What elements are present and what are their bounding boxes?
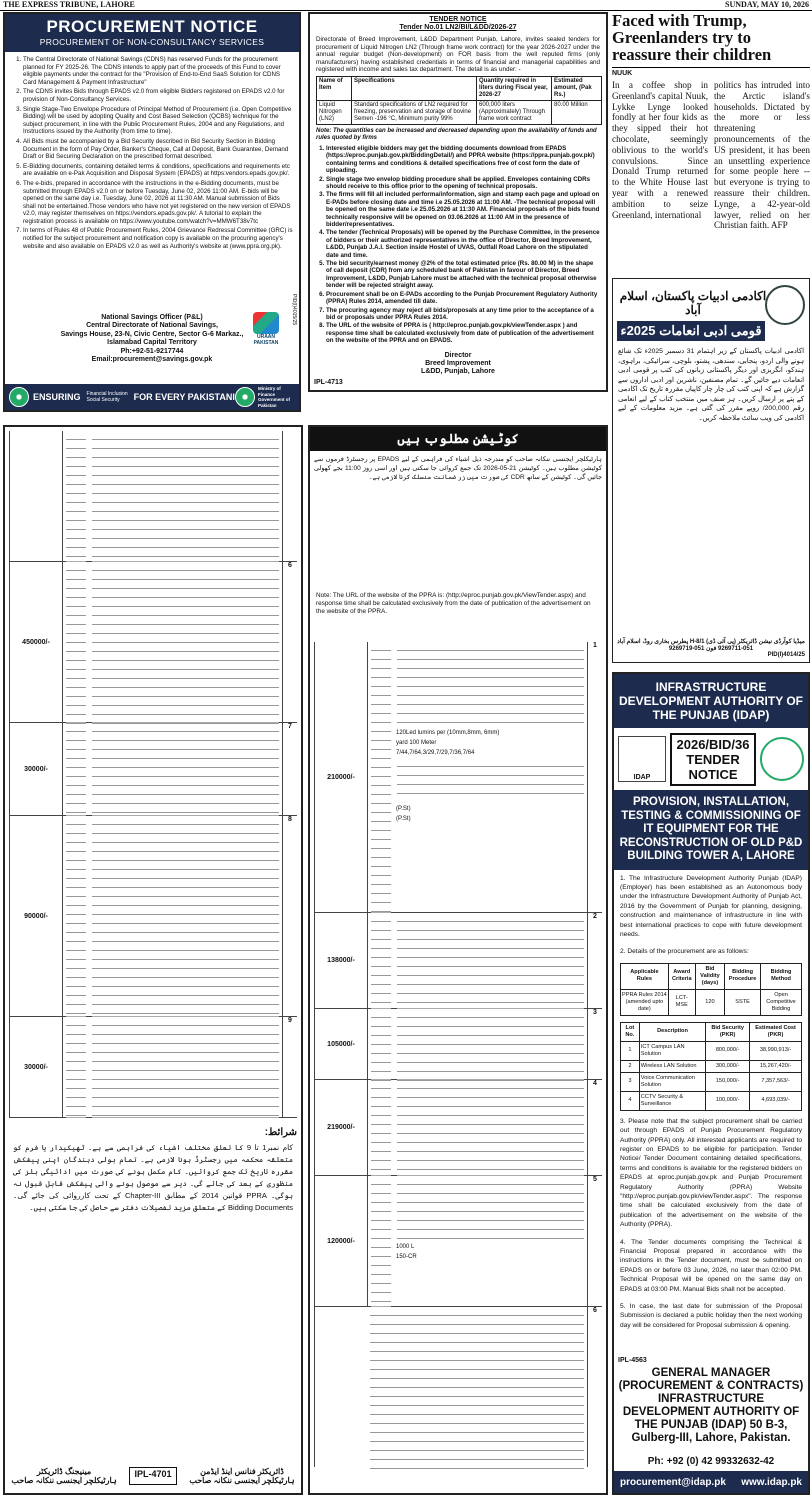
ad1-item: 7. In terms of Rules 48 of Public Procurement Rules, 2004 Grievance Redressal Committee (GRC) is notified for the subject procurement and notification copy is available on the procuring agency's website and also available on EPADS v2.0 as well as Authority's website at (www.ppra.org.pk). (23, 227, 293, 250)
uraan-icon (253, 312, 279, 334)
news-col-2: politics has intruded into the Arctic island's households. Dictated by the more or less threatening pronouncements of the US president, it has been an unsettling experience for some people here -- but everyone is trying to reassure their children. Lynge, a 42-year-old lawyer, relied on her Christian faith. AFP (714, 80, 810, 231)
th: Bidding Procedure (725, 963, 761, 989)
no-cell: 7 (282, 723, 297, 815)
ad1-footer (5, 384, 299, 410)
idap-rules-table (620, 963, 802, 1016)
sig-line: Savings House, 23-N, Civic Centre, Sector G-6 Markaz., (60, 330, 244, 338)
uraan-pakistan-logo (247, 312, 285, 352)
ad2-intro: Directorate of Breed Improvement, L&DD Department Punjab, Lahore, invites sealed tenders for procurement of Liquid Nitrogen LN2 (Through frame work contract) for the year 2026-2027 under the annual regular budget (Non-development) on FOR basis from the well reputed firms (only manufacturers) having established credentials in terms of financial and managerial capabilities and registered with income and sales tax department. The detail is as under: - (316, 36, 600, 74)
num: 3. (620, 1117, 629, 1125)
urdu1-banner: قومی ادبی انعامات 2025ء (617, 321, 765, 341)
desc-cell (89, 562, 282, 722)
masthead-right: SUNDAY, MAY 10, 2026 (725, 0, 809, 9)
idap-p2 (614, 943, 808, 960)
unit-cell (367, 1009, 394, 1079)
idap-p2-text: Details of the procurement are as follows: (627, 948, 749, 956)
num: 2. (620, 948, 628, 956)
conditions-text: کام نمبر1 تا 9 کا تعلق مختلف اشیاء کی فراہمی سے ہے۔ ٹھیکیدار یا فرم کو متعلقہ محکمہ میں رجسٹرڈ ہونا لازمی ہے۔ تمام بولی دہندگان اپنی پیشکش مقررہ تاریخ تک جمع کروائیں۔ کام مکمل ہونے کی صورت میں ادائیگی بلز کی منظوری کے بعد کی جائے گی۔ دیر سے موصول ہونے والی پیشکش قابل قبول نہ ہوگی۔ PPRA قوانین 2014 کے مطابق Chapter-III کے تحت کارروائی کی جائے گی۔ Bidding Documents کے متعلق مزید تفصیلات دفتر سے حاصل کی جا سکتی ہیں۔ (13, 1143, 294, 1212)
news-headline: Faced with Trump, Greenlanders try to reassure their children (612, 12, 772, 64)
num: 4. (620, 1238, 632, 1246)
td: SSTE (725, 989, 761, 1015)
td: Liquid Nitrogen (LN2) (317, 100, 352, 124)
idap-tender-ad (612, 672, 810, 1495)
idap-p3-text: Please note that the subject procurement shall be carried out through EPADS of Punjab Procurement Regulatory Authority (PPRA) only. All interested applicants are required to register on EPADS to be eligible for participation. Tender Notice/ Tender Document containing detailed specifications, terms and conditions is available for the registered bidders on EPADS at eproc.punjab.gov.pk and Punjab Procurement Regulatory Authority (PPRA) Website "http://eproc.punjab.gov.pk/viewTender.aspx". The response time shall be calculated exclusively from the date of publication of the advertisement on the website of the Authority (PPRA). (620, 1117, 802, 1229)
ad2-note: Note: The quantities can be increased and decreased depending upon the availability of funds and rules quoted by firms (316, 127, 597, 141)
grid-row (314, 1176, 602, 1307)
ad2-item: 2. Single stage two envelop bidding procedure shall be applied. Envelopes containing CDRs should receive to this office prior to the opening of technical proposals. (326, 176, 600, 191)
spec-text: 1000 L (396, 1244, 415, 1250)
ad1-pid: PID(I)4015/25 (291, 294, 297, 326)
td: PPRA Rules 2014 (amended upto date) (621, 989, 669, 1015)
unit-cell (367, 642, 394, 912)
td: Voice Communication Solution (639, 1072, 705, 1091)
uraan-label: URAAN PAKISTAN (253, 334, 279, 346)
ad2-signature (310, 352, 606, 376)
ad1-subtitle: PROCUREMENT OF NON-CONSULTANCY SERVICES (39, 37, 265, 47)
desc-cell (394, 1009, 587, 1079)
spec-text: 150-CR (396, 1254, 417, 1260)
td: CCTV Security & Surveillance (639, 1091, 705, 1110)
th: Lot No. (621, 1022, 640, 1041)
grid-row (9, 723, 297, 816)
ln2-tender-notice (308, 12, 608, 392)
newspaper-masthead (0, 0, 812, 10)
sig-right-title: ڈائریکٹر فنانس اینڈ ایڈمن (200, 1467, 284, 1476)
grid-row (9, 816, 297, 1017)
footer-small-1: Financial Inclusion (86, 391, 128, 397)
idap-contact-bar (614, 1471, 808, 1493)
td: 15,267,420/- (750, 1060, 802, 1072)
table-header-row (621, 1022, 802, 1041)
spec-text: 7/44,7/64,3/29,7/29,7/36,7/64 (396, 750, 475, 756)
table-row (621, 1041, 802, 1060)
table-row (621, 1072, 802, 1091)
ministry-label: Ministry of Finance Government of Pakistan (258, 386, 291, 408)
no-cell: 1 (587, 642, 602, 912)
grid-row (314, 1080, 602, 1176)
idap-logo-icon (618, 736, 666, 782)
td: 2 (621, 1060, 640, 1072)
unit-cell (367, 1176, 394, 1306)
th: Quantity required in liters during Fiscal year, 2026-27 (477, 76, 552, 100)
sig-left-title: مینیجنگ ڈائریکٹر (36, 1467, 92, 1476)
ad2-item: 3. The firms will fill all included performa/information, sign and stamp each page and upload on E-PADs before closing date and time i.e 25.05.2026 at 11:00 AM. -The technical proposal will be opened on the same date i.e 25.05.2026 at 11:30 AM. Financial proposals of the bids found technically responsive will be opened on 03.06.2026 at 11:00 AM in the presence of bidder/representatives. (326, 191, 600, 228)
sig-line: Ph:+92-51-9217744 (120, 347, 184, 355)
sig-right (189, 1467, 294, 1485)
sig-line: Email:procurement@savings.gov.pk (91, 356, 213, 364)
unit-cell (367, 913, 394, 1008)
idap-gm (614, 1354, 808, 1445)
desc-cell (89, 1017, 282, 1117)
table-row (621, 1091, 802, 1110)
government-crest-icon (235, 387, 255, 407)
unit-cell (62, 723, 89, 815)
no-cell: 9 (282, 1017, 297, 1117)
unit-cell (62, 431, 89, 561)
idap-tender-title: TENDER NOTICE (686, 751, 740, 782)
idap-p4 (614, 1234, 808, 1298)
punjab-crest-icon (760, 737, 804, 781)
horticulture-items-table-ad (3, 425, 303, 1495)
spec-text: (P.St) (396, 816, 411, 822)
ad1-item: 6. The e-bids, prepared in accordance with the instructions in the e-Bidding documents, must be submitted through EPADS v2.0 on or before Tuesday, June 02, 2026 11:00 AM. E-bids will be opened on the same day i.e. Tuesday, June 02, 2026 at 11:30 AM. Manual submission of Bids shall not be entertained.Those vendors who have not yet registered on the new version of EPADS v2.0, may register themselves on https://vendors.epads.gov.pk/. A tutorial to explain the registration process is available on https://www.youtube.com/watch?v=MMW6T38v7tc (23, 180, 293, 226)
sig-line: Director (444, 352, 472, 359)
no-cell: 8 (282, 816, 297, 1016)
desc-cell (367, 1307, 587, 1467)
td: 800,000/- (706, 1041, 750, 1060)
no-cell: 6 (587, 1307, 602, 1467)
ad2-ipl: IPL-4713 (314, 379, 343, 386)
footer-ensuring: ENSURING (33, 392, 81, 402)
urdu1-title: اکادمی ادبیات پاکستان، اسلام آباد (619, 289, 767, 317)
td: 150,000/- (706, 1072, 750, 1091)
unit-cell (62, 1017, 89, 1117)
amount-cell: 30000/- (9, 1017, 62, 1117)
unit-cell (367, 1080, 394, 1175)
amount-cell: 138000/- (314, 913, 367, 1008)
th: Specifications (352, 76, 477, 100)
items-grid (9, 431, 297, 1071)
sig-left-org: ہارٹیکلچر ایجنسی ننکانہ صاحب (11, 1476, 117, 1485)
ad1-items (5, 56, 299, 250)
footer-for-every: FOR EVERY PAKISTANI (133, 392, 235, 402)
desc-cell (394, 642, 587, 912)
desc-cell (89, 723, 282, 815)
ad2-item: 6. Procurement shall be on E-PADs according to the Punjab Procurement Regulatory Authority (PPRA) Rules 2014, amended till date. (326, 291, 600, 306)
ad1-item: 3. Single Stage-Two Envelope Procedure of Principal Method of Procurement (i.e. Open Competitive Bidding) will be used by adopting Quality and Cost Based Selection (QCBS) technique for the subject procurement, in line with the Public Procurement Rules, 2004 and any Regulations, and Instructions issued by the Authority (from time to time). (23, 106, 293, 136)
spec-text: (P.St) (396, 806, 411, 812)
quotations-title: کوٹیشن مطلوب ہیں (310, 427, 606, 451)
td: 300,000/- (706, 1060, 750, 1072)
national-savings-crest-icon (9, 387, 29, 407)
sig-line: Breed Improvement (425, 360, 491, 367)
td: Wireless LAN Solution (639, 1060, 705, 1072)
th: Description (639, 1022, 705, 1041)
academy-letters-ad (612, 278, 810, 663)
td: 3 (621, 1072, 640, 1091)
urdu1-footer-text: میڈیا کوآرڈی نیشن ڈائریکٹر (پی آئی ڈی) H-8/1 پطرس بخاری روڈ، اسلام آباد 051-9269711 فون 051-9269719 (617, 639, 805, 652)
num: 1. (620, 874, 629, 882)
ad2-item: 5. The bid security/earnest money @2% of the total estimated price (Rs. 80.00 M) in the shape of call deposit (CDR) from any scheduled bank of Pakistan in favour of Director, Breed Improvement, L&DD, Punjab Lahore must be attached with the technical proposal otherwise tender will be rejected straight away. (326, 260, 600, 290)
td: Open Competitive Bidding (761, 989, 802, 1015)
idap-p1 (614, 870, 808, 944)
no-cell: 3 (587, 1009, 602, 1079)
th: Name of Item (317, 76, 352, 100)
td: ICT Campus LAN Solution (639, 1041, 705, 1060)
conditions-title: شرائط: (264, 1127, 297, 1138)
ppra-note: Note: The URL of the website of the PPRA is: (http://eproc.punjab.gov.pk/ViewTender.aspx) and response time shall be calculated exclusively from the date of publication of the advertisement on the website of the PPRA. (316, 592, 591, 615)
th: Bidding Method (761, 963, 802, 989)
ad2-item: 1. Interested eligible bidders may get the bidding documents download from EPADS (https://eproc.punjab.gov.pk/BiddingDetail/) and PPRA website (https://ppra.punjab.gov.pk/) containing terms and conditions & detailed specifications free of cost form the date of uploading. (326, 145, 600, 175)
th: Estimated Cost (PKR) (750, 1022, 802, 1041)
idap-org: INFRASTRUCTURE DEVELOPMENT AUTHORITY OF THE PUNJAB (IDAP) (614, 674, 808, 728)
td: 80.00 Million (552, 100, 602, 124)
urdu2-ipl: IPL-4701 (129, 1467, 176, 1485)
ad2-header (310, 14, 606, 32)
amount-cell (9, 431, 62, 561)
ad2-items (310, 145, 606, 345)
table-header-row (317, 76, 602, 100)
idap-mid (614, 728, 808, 790)
idap-logo-text: IDAP (633, 774, 651, 781)
ad1-item: 2. The CDNS invites Bids through EPADS v2.0 from eligible Bidders registered on EPADS v2.0 for provision of Non-Consultancy Services. (23, 88, 293, 103)
th: Bid Validity (days) (695, 963, 724, 989)
grid-row (314, 1009, 602, 1080)
td: 100,000/- (706, 1091, 750, 1110)
news-col-1: In a coffee shop in Greenland's capital Nuuk, Lykke Lynge looked fondly at her four kids as they sipped their hot chocolate, seemingly oblivious to the world's convulsions. Since Donald Trump returned to the White House last year with a renewed ambition to seize Greenland, international (612, 80, 708, 220)
masthead-left: THE EXPRESS TRIBUNE, LAHORE (3, 0, 135, 9)
idap-gm-text: GENERAL MANAGER (PROCUREMENT & CONTRACTS) INFRASTRUCTURE DEVELOPMENT AUTHORITY OF THE PUNJAB (IDAP) 50 B-3, Gulberg-III, Lahore, Pakistan. (618, 1367, 804, 1444)
conditions-section (9, 1127, 297, 1447)
masthead-rule (0, 10, 812, 11)
greenland-news-story (612, 12, 810, 274)
td: LCT-MSE (668, 989, 695, 1015)
quotations-wanted-ad (308, 425, 608, 1495)
idap-p5-text: In case, the last date for submission of the Proposal Submission is declared a public holiday then the next working day will be considered for Proposal submission & opening. (620, 1303, 802, 1329)
table-header-row (621, 963, 802, 989)
idap-p1-text: The Infrastructure Development Authority Punjab (IDAP) (Employer) has been established as an Autonomous body under the Infrastructure Development Authority of Punjab Act, 2016 by the Government of Punjab for planning, designing, construction and maintenance of infrastructure in line with best international practices to cope with future development needs. (620, 874, 802, 938)
amount-cell: 219000/- (314, 1080, 367, 1175)
no-cell (282, 431, 297, 561)
grid-row (9, 431, 297, 562)
idap-p5 (614, 1298, 808, 1334)
sig-left (11, 1467, 116, 1485)
desc-cell (394, 1080, 587, 1175)
th: Estimated amount, (Pak Rs.) (552, 76, 602, 100)
ad1-item: 1. The Central Directorate of National Savings (CDNS) has reserved Funds for the procurement planned for FY 2025-26. The CDNS intends to apply part of the proceeds of this Fund to cover eligible payments under the contract for the "Provision of End-to-End SaaS Solution for CDNS Card Management & Payment Infrastructure" (23, 56, 293, 86)
sig-line: Islamabad Capital Territory (107, 339, 197, 347)
td: 4 (621, 1091, 640, 1110)
urdu2-signatures (5, 1467, 301, 1485)
num: 5. (620, 1303, 630, 1311)
td: 120 (695, 989, 724, 1015)
sig-right-org: ہارٹیکلچر ایجنسی ننکانہ صاحب (189, 1476, 295, 1485)
no-cell: 4 (587, 1080, 602, 1175)
grid-row (314, 642, 602, 913)
table-row (621, 1060, 802, 1072)
amount-cell: 30000/- (9, 723, 62, 815)
amount-cell: 120000/- (314, 1176, 367, 1306)
grid-row (314, 1307, 602, 1467)
td: 7,357,563/- (750, 1072, 802, 1091)
ad2-item: 8. The URL of the website of PPRA is ( http://eproc.punjab.gov.pk/viewTender.aspx ) and response time shall be calculated exclusively from date of publication of the advertisement on the website of the PPRA and on EPADS. (326, 322, 600, 344)
grid-row (314, 913, 602, 1009)
ad2-item: 4. The tender (Technical Proposals) will be opened by the Purchase Committee, in the presence of bidders or their authorized representatives in the office of Director, Breed Improvement, L&DD, Punjab J.A.I. Section inside Hostel of UVAS, Outfall Road Lahore on the stipulated date and time. (326, 229, 600, 259)
ln2-table (316, 76, 602, 125)
sig-line: National Savings Officer (P&L) (101, 314, 203, 321)
urdu1-pid: PID(I)4014/25 (767, 652, 805, 658)
table-row (621, 989, 802, 1015)
idap-subject: PROVISION, INSTALLATION, TESTING & COMMISSIONING OF IT EQUIPMENT FOR THE RECONSTRUCTION OF OLD P&D BUILDING TOWER A, LAHORE (614, 790, 808, 870)
amount-cell: 105000/- (314, 1009, 367, 1079)
spec-text: 120Led lumins per (10mm,8mm, 6mm) (396, 730, 500, 736)
ad1-item: 4. All Bids must be accompanied by a Bid Security described in Bid Security Section in Bidding Document in the form of Pay Order, Banker's Cheque, Call at Deposit, Bank Guarantee, Demand Draft or Bid Securing Declaration on the prescribed format described. (23, 138, 293, 161)
idap-p3 (614, 1113, 808, 1234)
idap-lots-table (620, 1022, 802, 1111)
th: Bid Security (PKR) (706, 1022, 750, 1041)
no-cell: 2 (587, 913, 602, 1008)
quotation-items-grid (314, 642, 602, 1482)
grid-row (9, 1017, 297, 1118)
idap-tender-id: 2026/BID/36 (676, 736, 750, 752)
urdu1-body: اکادمی ادبیات پاکستان کے زیر اہتمام 31 دسمبر 2025ء تک شائع ہونے والی اردو، پنجابی، سندھی، پشتو، بلوچی، سرائیکی، براہوی، ہندکو، انگریزی اور دیگر پاکستانی زبانوں کی کتب پر قومی ادبی انعامات دیے جائیں گے۔ تمام مصنفین، ناشرین اور ادبی اداروں سے گزارش ہے کہ اپنی کتب کی چار چار کاپیاں مقررہ تاریخ تک اکادمی کے پتے پر ارسال کریں۔ ہر صنف میں منتخب کتاب کے لیے انعامی رقم 200,000/ روپے مقرر کی گئی ہے۔ مزید معلومات کے لیے اکادمی کی ویب سائٹ ملاحظہ کریں۔ (618, 348, 804, 422)
grid-row (9, 562, 297, 723)
desc-cell (89, 431, 282, 561)
td: Standard specifications of LN2 required for freezing, preservation and storage of bovine Semen -196 °C, Minimum purity 99% (352, 100, 477, 124)
sig-line: Central Directorate of National Savings, (86, 322, 218, 330)
amount-cell: 210000/- (314, 642, 367, 912)
urdu1-footer (617, 638, 805, 658)
ad2-item: 7. The procuring agency may reject all bids/proposals at any time prior to the acceptance of a bid or proposals under PPRA Rules 2014. (326, 307, 600, 322)
amount-cell (314, 1307, 367, 1467)
td: 38,990,913/- (750, 1041, 802, 1060)
news-dateline: NUUK (612, 67, 810, 77)
no-cell: 5 (587, 1176, 602, 1306)
quotations-intro: ہارٹیکلچر ایجنسی ننکانہ صاحب کو مندرجہ ذیل اشیاء کی فراہمی کے لیے EPADS پر رجسٹرڈ فرموں سے کوٹیشن مطلوب ہیں۔ کوٹیشن 21-05-2026 تک جمع کروائی جا سکتی ہیں اور اسی روز 11:00 بجے کھولی جائیں گی۔ کوٹیشن کے ساتھ CDR کی صورت میں زر ضمانت منسلک کرنا لازمی ہے۔ (314, 456, 602, 481)
ad1-item: 5. E-Bidding documents, containing detailed terms & conditions, specifications and requirements etc are available on e-Pak Acquisition and Disposal System (EPADS) at https:vendors.epads.gov.pk/. (23, 163, 293, 178)
footer-small (87, 391, 128, 403)
amount-cell: 450000/- (9, 562, 62, 722)
th: Applicable Rules (621, 963, 669, 989)
idap-email: procurement@idap.pk (620, 1476, 726, 1488)
spec-text: yard 100 Meter (396, 740, 437, 746)
th: Award Criteria (668, 963, 695, 989)
unit-cell (62, 562, 89, 722)
sig-line: L&DD, Punjab, Lahore (421, 368, 495, 375)
desc-cell (89, 816, 282, 1016)
news-columns (612, 80, 810, 231)
desc-cell (394, 1176, 587, 1306)
footer-small-2: Social Security (86, 397, 120, 403)
idap-p4-text: The Tender documents comprising the Technical & Financial Proposal prepared in accordance with the instructions in the Tender document, must be submitted on EPADS on or before 03 June, 2026, no later than 02:00 PM. Technical Proposal will be opened on the same day on EPADS at 03:00 PM. Manual Bids shall not be accepted. (620, 1238, 802, 1293)
idap-website: www.idap.pk (741, 1476, 802, 1488)
ad1-title: PROCUREMENT NOTICE (46, 17, 258, 36)
amount-cell: 90000/- (9, 816, 62, 1016)
table-row (317, 100, 602, 124)
td: 4,693,039/- (750, 1091, 802, 1110)
td: 600,000 liters (Approximately) Through frame work contract (477, 100, 552, 124)
ad1-header (5, 14, 299, 52)
academy-seal-icon (765, 285, 805, 325)
unit-cell (62, 816, 89, 1016)
idap-ipl: IPL-4563 (618, 1357, 647, 1364)
desc-cell (394, 913, 587, 1008)
idap-tender-box (670, 733, 756, 786)
ad2-tender-no: Tender No.01 LN2/BI/L&DD/2026-27 (399, 24, 517, 31)
idap-phone: Ph: +92 (0) 42 99332632-42 (647, 1456, 775, 1467)
ad2-head: TENDER NOTICE (429, 16, 487, 23)
td: 1 (621, 1041, 640, 1060)
no-cell: 6 (282, 562, 297, 722)
cdns-procurement-notice (3, 12, 301, 412)
